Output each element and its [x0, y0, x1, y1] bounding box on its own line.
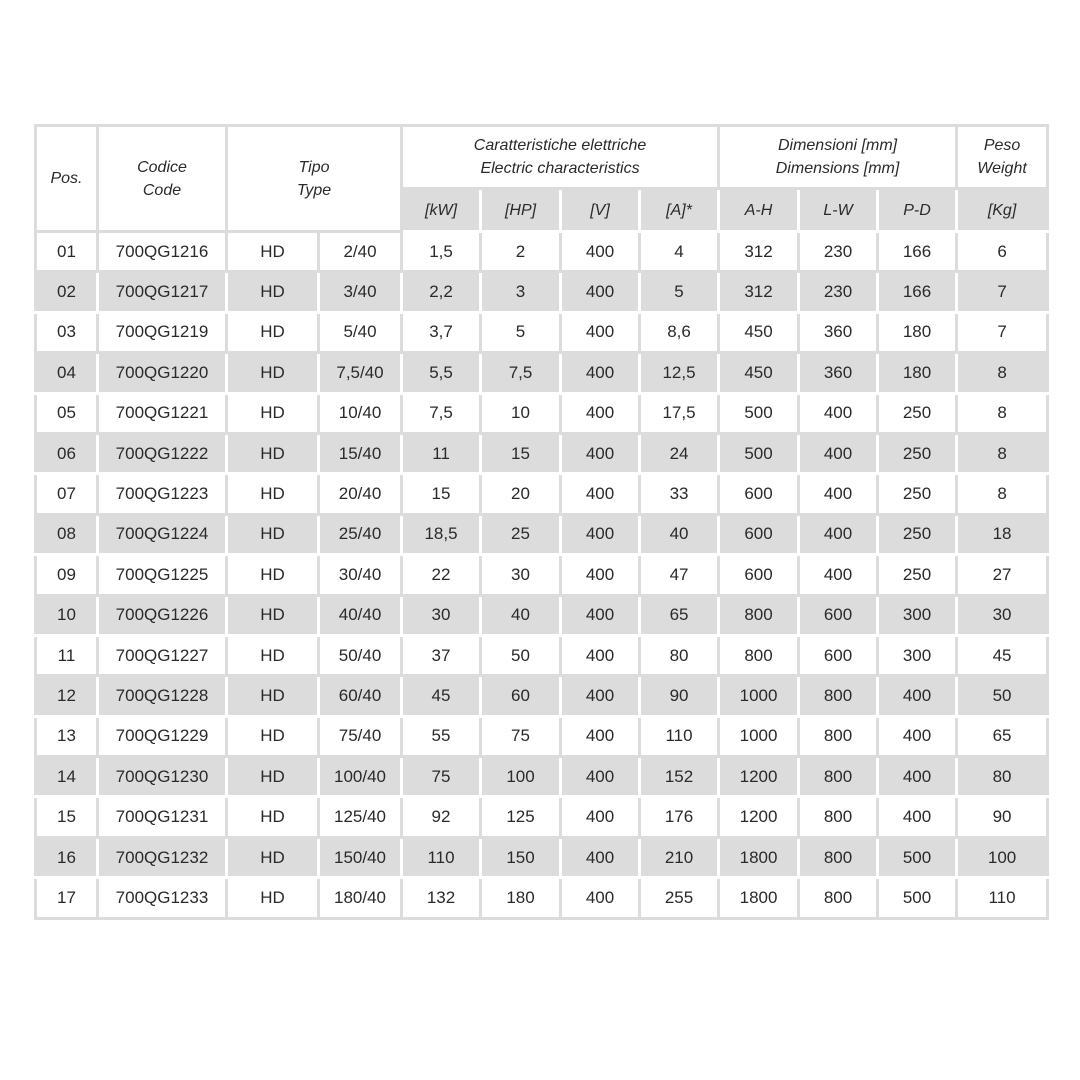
cell-series: HD: [227, 676, 319, 716]
table-row: [36, 837, 1048, 877]
electric-header: Caratteristiche elettriche Electric characteristics: [402, 126, 719, 189]
cell-weight: 8: [957, 474, 1048, 514]
cell-kw: 2,2: [402, 272, 481, 312]
cell-type: 75/40: [319, 716, 402, 756]
cell-p-d: 500: [878, 878, 957, 918]
cell-amp: 255: [640, 878, 719, 918]
table-row: [36, 878, 1048, 918]
cell-l-w: 230: [799, 232, 878, 272]
table-row: [36, 635, 1048, 675]
cell-pos: 14: [36, 757, 98, 797]
cell-weight: 18: [957, 514, 1048, 554]
cell-volt: 400: [561, 393, 640, 433]
cell-pos: 02: [36, 272, 98, 312]
cell-code: 700QG1219: [98, 312, 227, 352]
table-row: [36, 433, 1048, 473]
unit-v: [V]: [561, 189, 640, 232]
cell-a-h: 1000: [719, 676, 799, 716]
cell-weight: 7: [957, 272, 1048, 312]
cell-kw: 3,7: [402, 312, 481, 352]
cell-l-w: 360: [799, 353, 878, 393]
cell-p-d: 300: [878, 635, 957, 675]
cell-pos: 06: [36, 433, 98, 473]
cell-type: 20/40: [319, 474, 402, 514]
cell-type: 2/40: [319, 232, 402, 272]
cell-p-d: 250: [878, 555, 957, 595]
cell-p-d: 250: [878, 433, 957, 473]
cell-amp: 4: [640, 232, 719, 272]
table-row: [36, 555, 1048, 595]
cell-weight: 8: [957, 433, 1048, 473]
cell-p-d: 500: [878, 837, 957, 877]
cell-l-w: 800: [799, 878, 878, 918]
cell-amp: 90: [640, 676, 719, 716]
cell-weight: 110: [957, 878, 1048, 918]
unit-a-h: A-H: [719, 189, 799, 232]
cell-volt: 400: [561, 232, 640, 272]
cell-p-d: 250: [878, 474, 957, 514]
cell-l-w: 800: [799, 837, 878, 877]
table-row: [36, 595, 1048, 635]
cell-pos: 08: [36, 514, 98, 554]
dimensions-header: Dimensioni [mm] Dimensions [mm]: [719, 126, 957, 189]
cell-pos: 16: [36, 837, 98, 877]
cell-kw: 92: [402, 797, 481, 837]
cell-p-d: 166: [878, 272, 957, 312]
cell-p-d: 300: [878, 595, 957, 635]
cell-l-w: 800: [799, 716, 878, 756]
cell-amp: 65: [640, 595, 719, 635]
cell-hp: 20: [481, 474, 561, 514]
code-header: Codice Code: [98, 126, 227, 232]
table-row: [36, 393, 1048, 433]
cell-amp: 110: [640, 716, 719, 756]
cell-weight: 8: [957, 353, 1048, 393]
cell-type: 3/40: [319, 272, 402, 312]
cell-kw: 5,5: [402, 353, 481, 393]
cell-weight: 27: [957, 555, 1048, 595]
cell-amp: 33: [640, 474, 719, 514]
cell-pos: 12: [36, 676, 98, 716]
cell-type: 100/40: [319, 757, 402, 797]
cell-l-w: 400: [799, 474, 878, 514]
pos-header: Pos.: [36, 126, 98, 232]
cell-type: 125/40: [319, 797, 402, 837]
cell-pos: 04: [36, 353, 98, 393]
cell-weight: 8: [957, 393, 1048, 433]
cell-l-w: 400: [799, 514, 878, 554]
table-row: [36, 312, 1048, 352]
cell-amp: 40: [640, 514, 719, 554]
cell-code: 700QG1229: [98, 716, 227, 756]
table-body: [36, 232, 1048, 919]
cell-weight: 7: [957, 312, 1048, 352]
cell-a-h: 1800: [719, 837, 799, 877]
cell-weight: 90: [957, 797, 1048, 837]
cell-series: HD: [227, 837, 319, 877]
cell-volt: 400: [561, 555, 640, 595]
cell-weight: 45: [957, 635, 1048, 675]
cell-amp: 152: [640, 757, 719, 797]
cell-l-w: 800: [799, 676, 878, 716]
cell-amp: 47: [640, 555, 719, 595]
cell-type: 150/40: [319, 837, 402, 877]
cell-volt: 400: [561, 878, 640, 918]
cell-code: 700QG1222: [98, 433, 227, 473]
cell-kw: 75: [402, 757, 481, 797]
cell-weight: 65: [957, 716, 1048, 756]
cell-series: HD: [227, 353, 319, 393]
cell-type: 7,5/40: [319, 353, 402, 393]
cell-pos: 01: [36, 232, 98, 272]
cell-a-h: 800: [719, 635, 799, 675]
cell-hp: 7,5: [481, 353, 561, 393]
cell-hp: 180: [481, 878, 561, 918]
cell-volt: 400: [561, 837, 640, 877]
cell-code: 700QG1226: [98, 595, 227, 635]
cell-a-h: 450: [719, 353, 799, 393]
unit-kg: [Kg]: [957, 189, 1048, 232]
cell-weight: 50: [957, 676, 1048, 716]
cell-code: 700QG1217: [98, 272, 227, 312]
cell-type: 10/40: [319, 393, 402, 433]
cell-volt: 400: [561, 716, 640, 756]
cell-a-h: 1200: [719, 797, 799, 837]
cell-series: HD: [227, 232, 319, 272]
table-row: [36, 716, 1048, 756]
cell-weight: 6: [957, 232, 1048, 272]
cell-series: HD: [227, 272, 319, 312]
cell-code: 700QG1230: [98, 757, 227, 797]
cell-series: HD: [227, 716, 319, 756]
cell-pos: 03: [36, 312, 98, 352]
cell-series: HD: [227, 757, 319, 797]
cell-amp: 24: [640, 433, 719, 473]
unit-hp: [HP]: [481, 189, 561, 232]
table-row: [36, 272, 1048, 312]
table-row: [36, 797, 1048, 837]
cell-p-d: 400: [878, 757, 957, 797]
unit-kw: [kW]: [402, 189, 481, 232]
cell-pos: 11: [36, 635, 98, 675]
table-row: [36, 474, 1048, 514]
cell-amp: 12,5: [640, 353, 719, 393]
type-header: Tipo Type: [227, 126, 402, 232]
cell-volt: 400: [561, 676, 640, 716]
cell-amp: 17,5: [640, 393, 719, 433]
cell-kw: 110: [402, 837, 481, 877]
cell-kw: 7,5: [402, 393, 481, 433]
cell-kw: 22: [402, 555, 481, 595]
cell-series: HD: [227, 393, 319, 433]
cell-hp: 25: [481, 514, 561, 554]
cell-hp: 100: [481, 757, 561, 797]
cell-hp: 150: [481, 837, 561, 877]
table-row: [36, 514, 1048, 554]
table-row: [36, 676, 1048, 716]
cell-hp: 75: [481, 716, 561, 756]
cell-a-h: 600: [719, 514, 799, 554]
cell-pos: 15: [36, 797, 98, 837]
cell-p-d: 180: [878, 353, 957, 393]
cell-weight: 30: [957, 595, 1048, 635]
cell-code: 700QG1220: [98, 353, 227, 393]
cell-series: HD: [227, 595, 319, 635]
cell-volt: 400: [561, 595, 640, 635]
cell-a-h: 600: [719, 555, 799, 595]
cell-pos: 17: [36, 878, 98, 918]
cell-hp: 30: [481, 555, 561, 595]
cell-volt: 400: [561, 514, 640, 554]
cell-type: 15/40: [319, 433, 402, 473]
cell-p-d: 166: [878, 232, 957, 272]
specification-table: [34, 124, 1049, 920]
cell-code: 700QG1221: [98, 393, 227, 433]
cell-l-w: 230: [799, 272, 878, 312]
cell-amp: 176: [640, 797, 719, 837]
cell-kw: 30: [402, 595, 481, 635]
unit-l-w: L-W: [799, 189, 878, 232]
cell-volt: 400: [561, 272, 640, 312]
cell-code: 700QG1233: [98, 878, 227, 918]
cell-pos: 13: [36, 716, 98, 756]
cell-series: HD: [227, 433, 319, 473]
cell-a-h: 1000: [719, 716, 799, 756]
cell-volt: 400: [561, 635, 640, 675]
cell-kw: 15: [402, 474, 481, 514]
cell-a-h: 450: [719, 312, 799, 352]
cell-hp: 50: [481, 635, 561, 675]
cell-hp: 3: [481, 272, 561, 312]
cell-type: 60/40: [319, 676, 402, 716]
cell-l-w: 600: [799, 635, 878, 675]
cell-pos: 05: [36, 393, 98, 433]
cell-code: 700QG1216: [98, 232, 227, 272]
cell-code: 700QG1232: [98, 837, 227, 877]
cell-l-w: 360: [799, 312, 878, 352]
cell-amp: 5: [640, 272, 719, 312]
cell-code: 700QG1228: [98, 676, 227, 716]
cell-kw: 1,5: [402, 232, 481, 272]
cell-a-h: 312: [719, 232, 799, 272]
cell-l-w: 400: [799, 433, 878, 473]
cell-hp: 125: [481, 797, 561, 837]
cell-a-h: 1800: [719, 878, 799, 918]
cell-p-d: 180: [878, 312, 957, 352]
cell-a-h: 312: [719, 272, 799, 312]
cell-hp: 5: [481, 312, 561, 352]
cell-l-w: 400: [799, 393, 878, 433]
cell-p-d: 250: [878, 514, 957, 554]
cell-a-h: 500: [719, 433, 799, 473]
cell-code: 700QG1231: [98, 797, 227, 837]
cell-kw: 11: [402, 433, 481, 473]
cell-type: 25/40: [319, 514, 402, 554]
cell-type: 30/40: [319, 555, 402, 595]
cell-l-w: 600: [799, 595, 878, 635]
cell-amp: 80: [640, 635, 719, 675]
cell-amp: 210: [640, 837, 719, 877]
cell-kw: 132: [402, 878, 481, 918]
cell-type: 5/40: [319, 312, 402, 352]
cell-hp: 15: [481, 433, 561, 473]
cell-kw: 18,5: [402, 514, 481, 554]
cell-weight: 100: [957, 837, 1048, 877]
unit-a: [A]*: [640, 189, 719, 232]
cell-pos: 07: [36, 474, 98, 514]
cell-kw: 37: [402, 635, 481, 675]
cell-p-d: 400: [878, 716, 957, 756]
cell-volt: 400: [561, 433, 640, 473]
cell-p-d: 400: [878, 797, 957, 837]
cell-weight: 80: [957, 757, 1048, 797]
cell-volt: 400: [561, 353, 640, 393]
cell-series: HD: [227, 312, 319, 352]
cell-l-w: 800: [799, 757, 878, 797]
cell-series: HD: [227, 797, 319, 837]
cell-volt: 400: [561, 797, 640, 837]
cell-l-w: 400: [799, 555, 878, 595]
cell-series: HD: [227, 474, 319, 514]
table-row: [36, 353, 1048, 393]
cell-type: 50/40: [319, 635, 402, 675]
cell-a-h: 1200: [719, 757, 799, 797]
cell-hp: 10: [481, 393, 561, 433]
cell-hp: 60: [481, 676, 561, 716]
cell-series: HD: [227, 555, 319, 595]
cell-type: 180/40: [319, 878, 402, 918]
cell-amp: 8,6: [640, 312, 719, 352]
cell-type: 40/40: [319, 595, 402, 635]
cell-code: 700QG1223: [98, 474, 227, 514]
cell-a-h: 500: [719, 393, 799, 433]
cell-volt: 400: [561, 312, 640, 352]
cell-hp: 2: [481, 232, 561, 272]
cell-a-h: 600: [719, 474, 799, 514]
cell-pos: 09: [36, 555, 98, 595]
cell-series: HD: [227, 878, 319, 918]
cell-p-d: 400: [878, 676, 957, 716]
cell-series: HD: [227, 635, 319, 675]
cell-pos: 10: [36, 595, 98, 635]
cell-p-d: 250: [878, 393, 957, 433]
cell-code: 700QG1224: [98, 514, 227, 554]
cell-hp: 40: [481, 595, 561, 635]
cell-kw: 45: [402, 676, 481, 716]
table-row: [36, 232, 1048, 272]
unit-p-d: P-D: [878, 189, 957, 232]
cell-series: HD: [227, 514, 319, 554]
cell-a-h: 800: [719, 595, 799, 635]
table-row: [36, 757, 1048, 797]
cell-kw: 55: [402, 716, 481, 756]
cell-code: 700QG1225: [98, 555, 227, 595]
cell-volt: 400: [561, 474, 640, 514]
cell-l-w: 800: [799, 797, 878, 837]
weight-header: Peso Weight: [957, 126, 1048, 189]
cell-code: 700QG1227: [98, 635, 227, 675]
cell-volt: 400: [561, 757, 640, 797]
